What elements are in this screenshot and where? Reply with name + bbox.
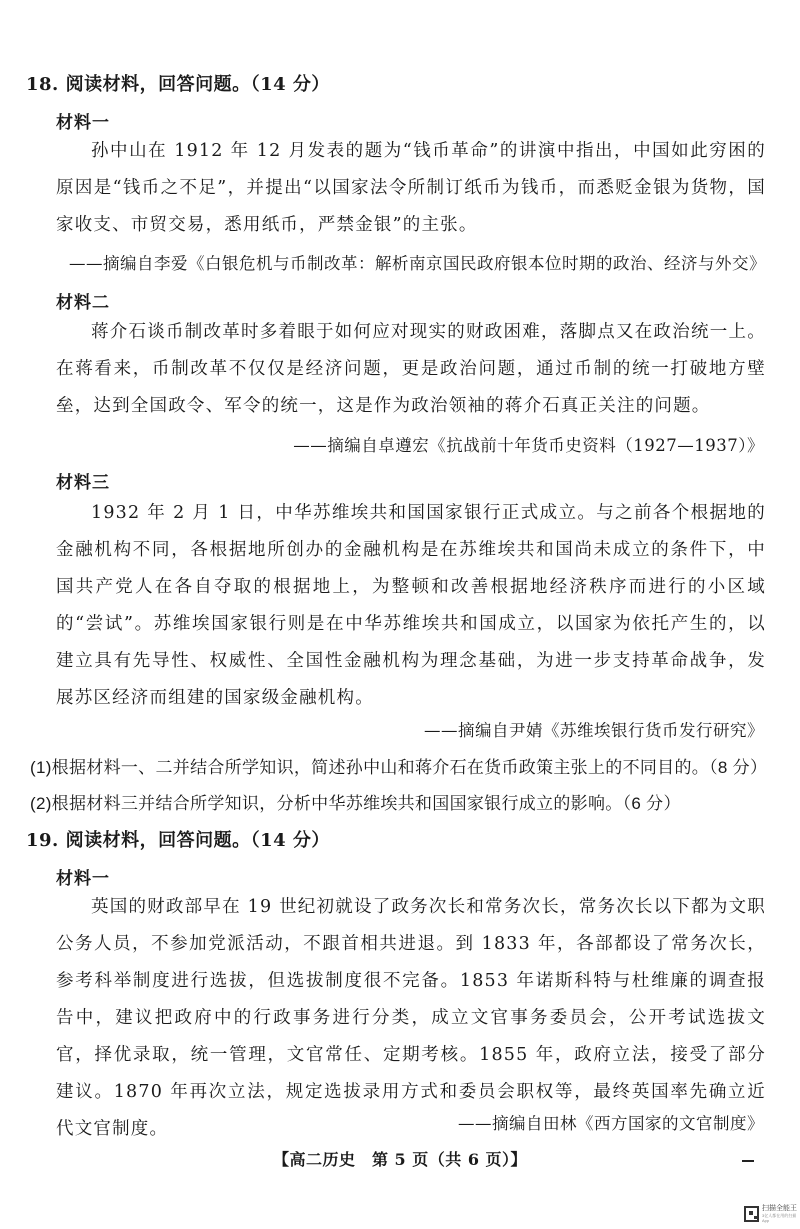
q18-material-3-label: 材料三 xyxy=(56,473,110,493)
q18-material-2-source: ——摘编自卓遵宏《抗战前十年货币史资料（1927—1937）》 xyxy=(293,436,764,455)
q19-material-1-source: ——摘编自田林《西方国家的文官制度》 xyxy=(458,1114,764,1133)
qr-code-icon xyxy=(744,1206,759,1222)
dash-mark xyxy=(742,1160,754,1162)
q18-material-2-label: 材料二 xyxy=(56,293,110,313)
q19-material-1-label: 材料一 xyxy=(56,869,110,889)
question-19-title: 19. 阅读材料，回答问题。（14 分） xyxy=(26,830,330,851)
q18-material-3-text: 1932 年 2 月 1 日，中华苏维埃共和国国家银行正式成立。与之前各个根据地的金融机构不同，各根据地所创办的金融机构是在苏维埃共和国尚未成立的条件下，中国共产党人在各自夺取的根据地上，为整顿和改善根据地经济秩序而进行的小区域的“尝试”。苏维埃国家银行则是在中华苏维埃共和国成立，以国家为依托产生的，以建立具有先导性、权威性、全国性金融机构为理念基础，为进一步支持革命战争，发展苏区经济而组建的国家级金融机构。 xyxy=(56,503,766,708)
q18-sub-question-2: (2)根据材料三并结合所学知识，分析中华苏维埃共和国国家银行成立的影响。（6 分） xyxy=(30,794,681,813)
q19-material-1-text: 英国的财政部早在 19 世纪初就设了政务次长和常务次长，常务次长以下都为文职公务人员，不参加党派活动，不跟首相共进退。到 1833 年，各部都设了常务次长，参考科举制度进行选拔，但选拔制度很不完备。1853 年诺斯科特与杜维廉的调查报告中，建议把政府中的行政事务进行分类，成立文官事务委员会，公开考试选拔文官，择优录取，统一管理，文官常任、定期考核。1855 年，政府立法，接受了部分建议。1870 年再次立法，规定选拔录用方式和委员会职权等，最终英国率先确立近代文官制度。 xyxy=(56,897,766,1139)
q18-material-2-text: 蒋介石谈币制改革时多着眼于如何应对现实的财政困难，落脚点又在政治统一上。在蒋看来，币制改革不仅仅是经济问题，更是政治问题，通过币制的统一打破地方壁垒，达到全国政令、军令的统一，这是作为政治领袖的蒋介石真正关注的问题。 xyxy=(56,322,766,416)
q18-material-1-text: 孙中山在 1912 年 12 月发表的题为“钱币革命”的讲演中指出，中国如此穷困的原因是“钱币之不足”，并提出“以国家法令所制订纸币为钱币，而悉贬金银为货物，国家收支、市贸交易，悉用纸币，严禁金银”的主张。 xyxy=(56,141,766,235)
q18-material-1-label: 材料一 xyxy=(56,113,110,133)
page-footer: 【高二历史 第 5 页（共 6 页）】 xyxy=(272,1150,528,1169)
question-18-title: 18. 阅读材料，回答问题。（14 分） xyxy=(26,74,330,95)
q18-sub-question-1: (1)根据材料一、二并结合所学知识，简述孙中山和蒋介石在货币政策主张上的不同目的。（8 分） xyxy=(30,758,768,777)
q18-material-3-source: ——摘编自尹婧《苏维埃银行货币发行研究》 xyxy=(424,721,764,740)
scanner-app-tagline: 3亿人都在用的扫描App xyxy=(762,1213,797,1223)
q18-material-1-source: ——摘编自李爱《白银危机与币制改革：解析南京国民政府银本位时期的政治、经济与外交》 xyxy=(69,254,766,273)
scanner-app-name: 扫描全能王 xyxy=(762,1205,798,1212)
scanner-watermark xyxy=(744,1205,800,1223)
